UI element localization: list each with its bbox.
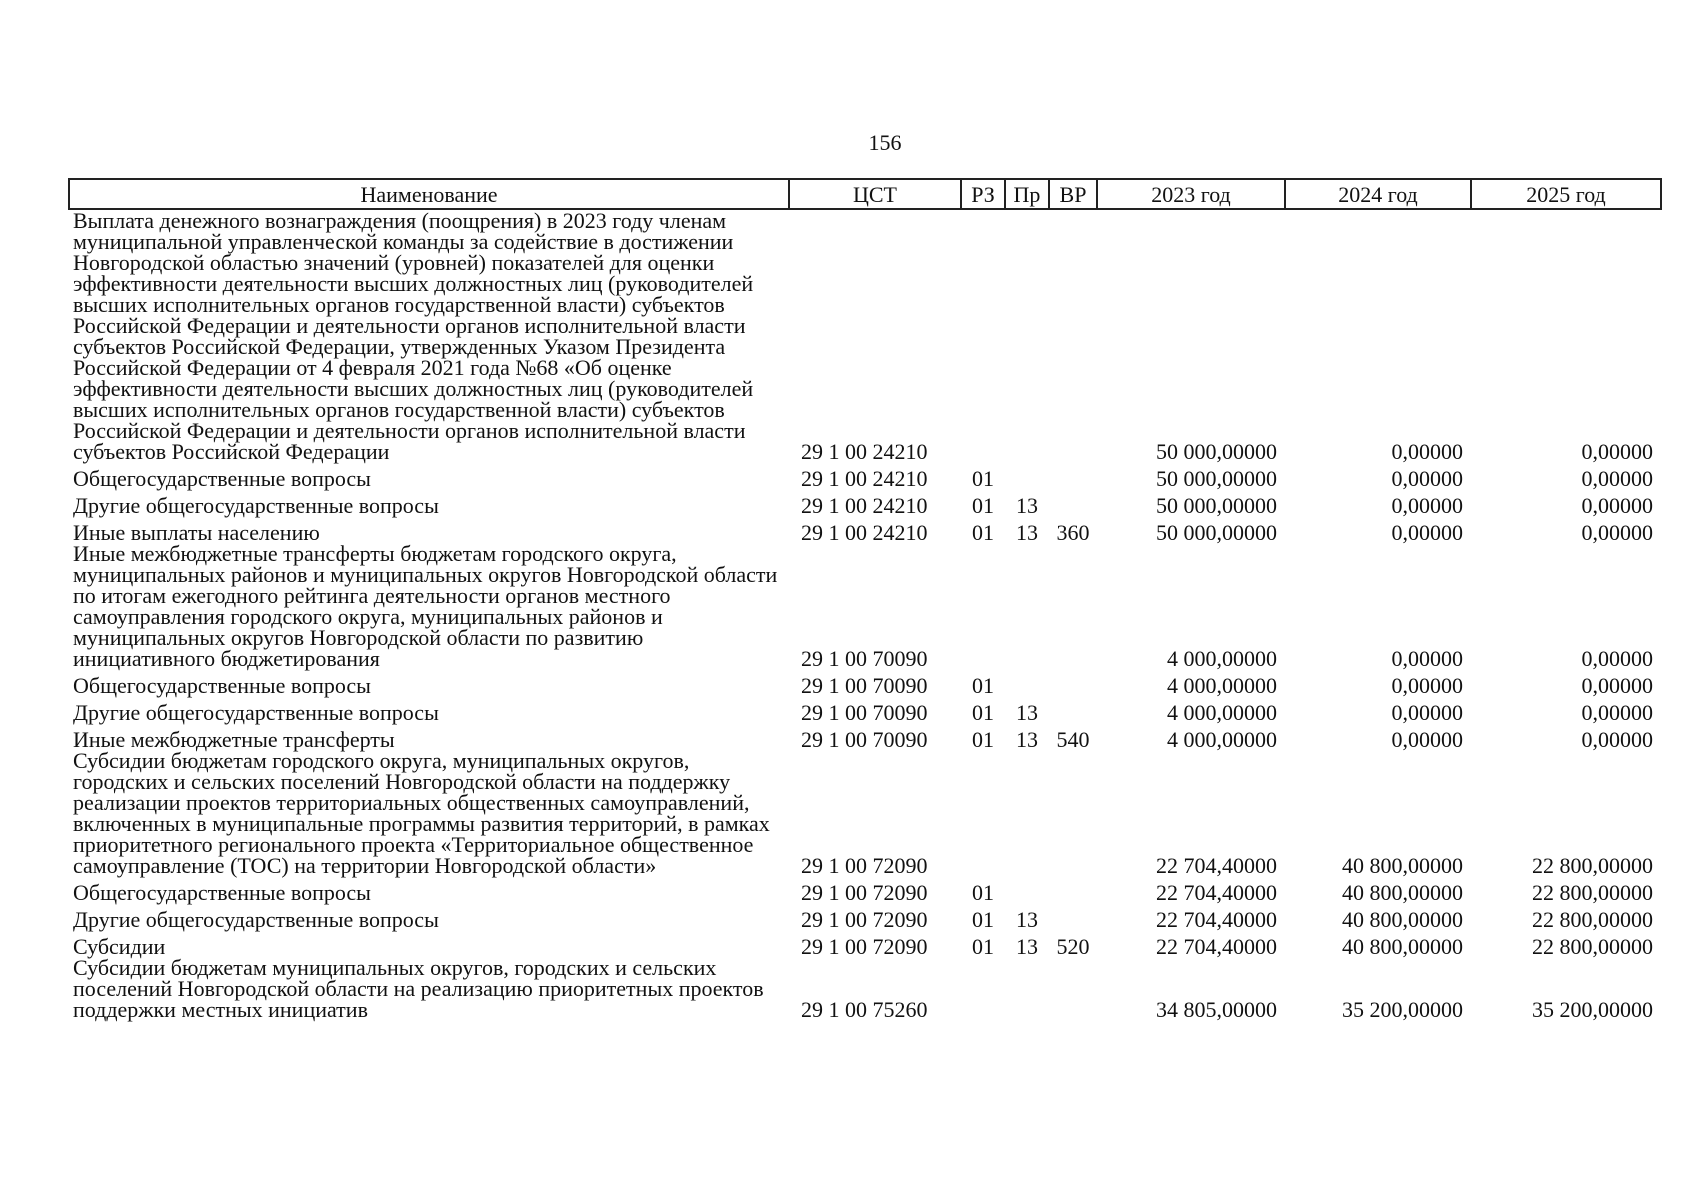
row-2025: 0,00000 [1581, 700, 1653, 725]
row-cst: 29 1 00 24210 [801, 520, 928, 545]
row-rz [961, 957, 1005, 1020]
row-2024: 35 200,00000 [1342, 997, 1463, 1022]
row-name: Выплата денежного вознаграждения (поощрения) в 2023 году членам муниципальной управленческой команды за содействие в достижении Новгородской областью значений (уровней) показателей для оценки эффективности деятельности высших должностных лиц (руководителей высших исполнительных органов государственной власти) субъектов Российской Федерации и деятельности органов исполнительной власти субъектов Российской Федерации, утвержденных Указом Президента Российской Федерации от 4 февраля 2021 года №68 «Об оценке эффективности деятельности высших должностных лиц (руководителей высших исполнительных органов государственной власти) субъектов Российской Федерации и деятельности органов исполнительной власти субъектов Российской Федерации [73, 208, 754, 464]
table-row [69, 489, 1661, 516]
row-rz: 01 [972, 727, 994, 752]
row-pr: 13 [1016, 907, 1038, 932]
row-2023: 50 000,00000 [1156, 439, 1277, 464]
row-2024: 40 800,00000 [1342, 853, 1463, 878]
row-2025: 0,00000 [1581, 439, 1653, 464]
row-vr [1049, 209, 1097, 462]
row-pr [1005, 462, 1049, 489]
row-pr [1005, 543, 1049, 669]
row-name: Общегосударственные вопросы [73, 466, 371, 491]
table-row [69, 669, 1661, 696]
row-2025: 35 200,00000 [1532, 997, 1653, 1022]
row-2024: 40 800,00000 [1342, 934, 1463, 959]
row-vr: 540 [1056, 727, 1090, 752]
row-name: Субсидии [73, 934, 166, 959]
header-name: Наименование [69, 179, 789, 209]
row-2025: 0,00000 [1581, 673, 1653, 698]
row-2025: 0,00000 [1581, 493, 1653, 518]
row-rz [961, 750, 1005, 876]
row-rz [961, 209, 1005, 462]
row-pr [1005, 209, 1049, 462]
row-name: Другие общегосударственные вопросы [73, 700, 439, 725]
table-row [69, 903, 1661, 930]
row-2024: 0,00000 [1391, 493, 1463, 518]
row-vr: 520 [1056, 934, 1090, 959]
row-vr [1049, 669, 1097, 696]
row-rz: 01 [972, 493, 994, 518]
row-cst: 29 1 00 72090 [801, 853, 928, 878]
row-rz: 01 [972, 880, 994, 905]
row-rz [961, 543, 1005, 669]
row-pr: 13 [1016, 520, 1038, 545]
header-rz: РЗ [961, 179, 1005, 209]
row-2023: 4 000,00000 [1167, 673, 1277, 698]
row-2023: 22 704,40000 [1156, 853, 1277, 878]
row-2024: 0,00000 [1391, 439, 1463, 464]
row-2023: 50 000,00000 [1156, 466, 1277, 491]
row-pr [1005, 957, 1049, 1020]
table-row [69, 543, 1661, 669]
row-rz: 01 [972, 700, 994, 725]
row-rz: 01 [972, 466, 994, 491]
row-2023: 34 805,00000 [1156, 997, 1277, 1022]
row-2023: 4 000,00000 [1167, 700, 1277, 725]
row-cst: 29 1 00 24210 [801, 466, 928, 491]
row-cst: 29 1 00 72090 [801, 907, 928, 932]
row-name: Общегосударственные вопросы [73, 673, 371, 698]
row-pr: 13 [1016, 934, 1038, 959]
row-vr [1049, 543, 1097, 669]
row-vr: 360 [1056, 520, 1090, 545]
row-2024: 40 800,00000 [1342, 880, 1463, 905]
row-name: Другие общегосударственные вопросы [73, 907, 439, 932]
table-row [69, 462, 1661, 489]
row-name: Субсидии бюджетам городского округа, муниципальных округов, городских и сельских поселений Новгородской области на поддержку реализации проектов территориальных общественных самоуправлений, включенных в муниципальные программы развития территорий, в рамках приоритетного регионального проекта «Территориальное общественное самоуправление (ТОС) на территории Новгородской области» [73, 748, 770, 878]
row-2025: 22 800,00000 [1532, 907, 1653, 932]
row-2023: 4 000,00000 [1167, 727, 1277, 752]
row-cst: 29 1 00 24210 [801, 493, 928, 518]
table-row [69, 209, 1661, 462]
row-2023: 22 704,40000 [1156, 880, 1277, 905]
table-row [69, 723, 1661, 750]
row-vr [1049, 957, 1097, 1020]
table-row [69, 516, 1661, 543]
row-2025: 0,00000 [1581, 466, 1653, 491]
row-2025: 0,00000 [1581, 727, 1653, 752]
table-row [69, 750, 1661, 876]
table-row [69, 696, 1661, 723]
row-name: Субсидии бюджетам муниципальных округов, городских и сельских поселений Новгородской области на реализацию приоритетных проектов поддержки местных инициатив [73, 955, 764, 1022]
row-2024: 0,00000 [1391, 646, 1463, 671]
row-2024: 0,00000 [1391, 520, 1463, 545]
row-cst: 29 1 00 70090 [801, 700, 928, 725]
row-2024: 0,00000 [1391, 466, 1463, 491]
row-2025: 0,00000 [1581, 646, 1653, 671]
row-name: Иные выплаты населению [73, 520, 320, 545]
row-pr: 13 [1016, 727, 1038, 752]
header-cst: ЦСТ [789, 179, 961, 209]
row-cst: 29 1 00 70090 [801, 673, 928, 698]
row-cst: 29 1 00 72090 [801, 934, 928, 959]
row-vr [1049, 462, 1097, 489]
budget-table [68, 178, 1662, 1020]
row-cst: 29 1 00 72090 [801, 880, 928, 905]
row-pr [1005, 750, 1049, 876]
table-header-row [69, 179, 1661, 209]
row-name: Иные межбюджетные трансферты бюджетам городского округа, муниципальных районов и муниципальных округов Новгородской области по итогам ежегодного рейтинга деятельности органов местного самоуправления городского округа, муниципальных районов и муниципальных округов Новгородской области по развитию инициативного бюджетирования [73, 541, 778, 671]
row-2023: 4 000,00000 [1167, 646, 1277, 671]
row-2025: 0,00000 [1581, 520, 1653, 545]
row-cst: 29 1 00 70090 [801, 727, 928, 752]
row-pr: 13 [1016, 493, 1038, 518]
header-2024: 2024 год [1285, 179, 1471, 209]
row-cst: 29 1 00 75260 [801, 997, 928, 1022]
header-2023: 2023 год [1097, 179, 1285, 209]
row-vr [1049, 696, 1097, 723]
row-2024: 0,00000 [1391, 700, 1463, 725]
row-2025: 22 800,00000 [1532, 880, 1653, 905]
row-2023: 22 704,40000 [1156, 907, 1277, 932]
table-row [69, 876, 1661, 903]
row-rz: 01 [972, 907, 994, 932]
row-2023: 50 000,00000 [1156, 520, 1277, 545]
row-vr [1049, 750, 1097, 876]
row-pr [1005, 669, 1049, 696]
row-2025: 22 800,00000 [1532, 853, 1653, 878]
row-2025: 22 800,00000 [1532, 934, 1653, 959]
row-name: Другие общегосударственные вопросы [73, 493, 439, 518]
table-row [69, 957, 1661, 1020]
row-cst: 29 1 00 24210 [801, 439, 928, 464]
row-cst: 29 1 00 70090 [801, 646, 928, 671]
page-number: 156 [868, 130, 902, 155]
row-pr: 13 [1016, 700, 1038, 725]
header-2025: 2025 год [1471, 179, 1661, 209]
row-name: Иные межбюджетные трансферты [73, 727, 395, 752]
row-rz: 01 [972, 673, 994, 698]
row-vr [1049, 876, 1097, 903]
row-vr [1049, 903, 1097, 930]
row-2023: 50 000,00000 [1156, 493, 1277, 518]
row-2023: 22 704,40000 [1156, 934, 1277, 959]
header-vr: ВР [1049, 179, 1097, 209]
row-2024: 0,00000 [1391, 727, 1463, 752]
row-2024: 40 800,00000 [1342, 907, 1463, 932]
row-pr [1005, 876, 1049, 903]
row-vr [1049, 489, 1097, 516]
header-pr: Пр [1005, 179, 1049, 209]
row-name: Общегосударственные вопросы [73, 880, 371, 905]
row-rz: 01 [972, 520, 994, 545]
row-2024: 0,00000 [1391, 673, 1463, 698]
table-row [69, 930, 1661, 957]
row-rz: 01 [972, 934, 994, 959]
